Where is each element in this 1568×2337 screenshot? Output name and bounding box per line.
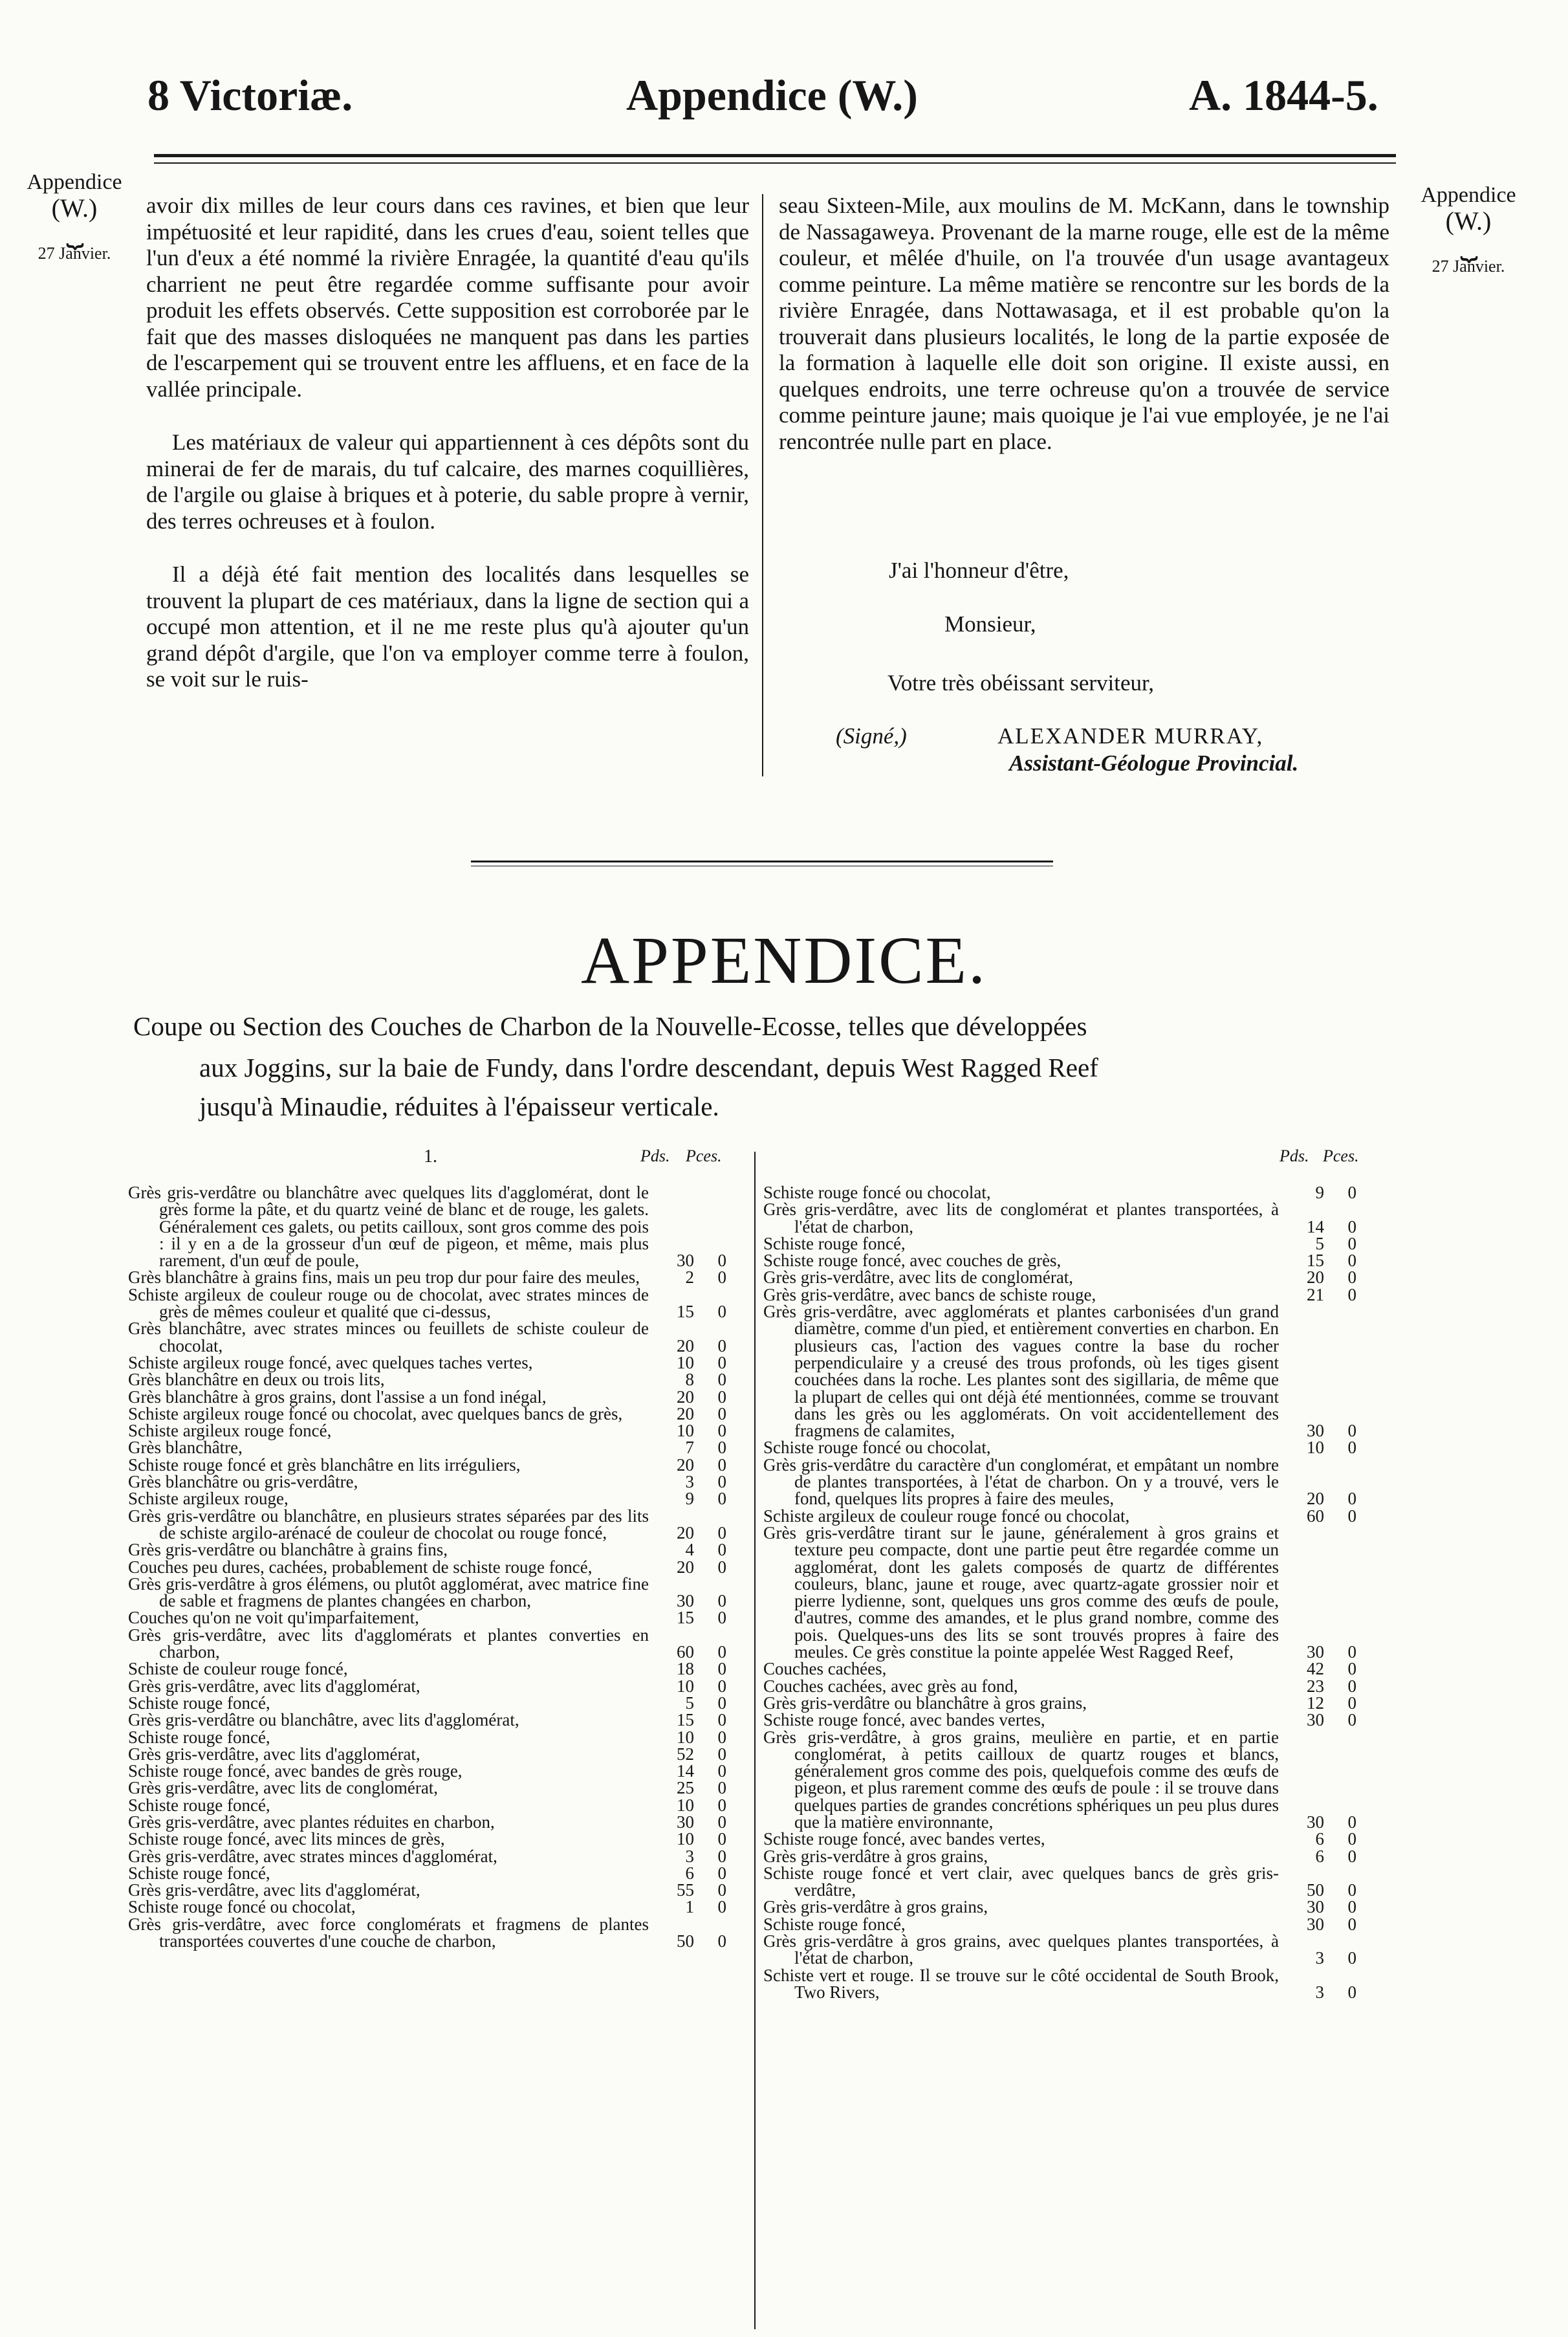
table-row bbox=[763, 1865, 1356, 1899]
stratum-description: Grès blanchâtre à grains fins, mais un peu trop dur pour faire des meules, bbox=[128, 1267, 640, 1288]
letter-left-column bbox=[146, 193, 749, 720]
stratum-description: Grès gris-verdâtre, avec lits de conglomérat, bbox=[128, 1778, 439, 1798]
table-row bbox=[763, 1524, 1356, 1660]
stratum-description: Grès gris-verdâtre, avec force conglomérats et fragmens de plantes transportées couvertes d'une couche de charbon, bbox=[128, 1914, 649, 1951]
table-row bbox=[763, 1184, 1356, 1201]
thickness-inches: 0 bbox=[717, 1744, 726, 1764]
table-row bbox=[128, 1848, 726, 1865]
stratum-description: Schiste rouge foncé, bbox=[128, 1795, 270, 1815]
thickness-feet: 10 bbox=[677, 1676, 694, 1696]
stratum-description: Grès gris-verdâtre, avec lits d'agglomérats et plantes converties en charbon, bbox=[128, 1625, 649, 1662]
stratum-description: Grès gris-verdâtre, avec bancs de schiste rouge, bbox=[763, 1284, 1096, 1304]
table-row bbox=[128, 1269, 726, 1286]
thickness-feet: 42 bbox=[1307, 1659, 1324, 1679]
thickness-inches: 0 bbox=[717, 1846, 726, 1866]
thickness-feet: 2 bbox=[685, 1267, 694, 1288]
table-row bbox=[763, 1235, 1356, 1252]
thickness-inches: 0 bbox=[717, 1421, 726, 1441]
table-row bbox=[128, 1371, 726, 1388]
thickness-feet: 25 bbox=[677, 1778, 694, 1798]
thickness-inches: 0 bbox=[717, 1267, 726, 1288]
stratum-description: Grès gris-verdâtre à gros grains, bbox=[763, 1846, 988, 1866]
table-row bbox=[763, 1916, 1356, 1933]
header-left: 8 Victoriæ. bbox=[147, 71, 353, 120]
header-right: A. 1844-5. bbox=[1189, 71, 1378, 120]
thickness-feet: 30 bbox=[1307, 1897, 1324, 1917]
table-row bbox=[128, 1916, 726, 1950]
margin-label: Appendice bbox=[1421, 183, 1516, 207]
stratum-description: Schiste rouge foncé ou chocolat, bbox=[763, 1438, 991, 1458]
stratum-description: Grès gris-verdâtre à gros élémens, ou plutôt agglomérat, avec matrice fine de sable et fragmens de plantes changées en charbon, bbox=[128, 1574, 649, 1611]
stratum-description: Schiste rouge foncé ou chocolat, bbox=[128, 1897, 356, 1917]
thickness-inches: 0 bbox=[717, 1403, 726, 1423]
thickness-inches: 0 bbox=[717, 1778, 726, 1798]
thickness-feet: 3 bbox=[685, 1472, 694, 1492]
table-row bbox=[763, 1252, 1356, 1269]
table-row bbox=[763, 1695, 1356, 1711]
thickness-feet: 15 bbox=[677, 1710, 694, 1730]
stratum-description: Grès gris-verdâtre, avec lits de conglomérat, bbox=[763, 1267, 1074, 1288]
stratum-description: Schiste de couleur rouge foncé, bbox=[128, 1659, 348, 1679]
stratum-description: Schiste vert et rouge. Il se trouve sur le côté occidental de South Brook, Two Rivers, bbox=[763, 1965, 1279, 2002]
thickness-feet: 20 bbox=[677, 1454, 694, 1475]
stratum-description: Schiste rouge foncé et grès blanchâtre en lits irréguliers, bbox=[128, 1454, 521, 1475]
stratum-description: Grès blanchâtre à gros grains, dont l'assise a un fond inégal, bbox=[128, 1387, 547, 1407]
thickness-feet: 50 bbox=[677, 1931, 694, 1951]
stratum-description: Couches qu'on ne voit qu'imparfaitement, bbox=[128, 1608, 419, 1628]
margin-note-left bbox=[13, 170, 136, 267]
thickness-inches: 0 bbox=[1347, 1642, 1356, 1662]
paragraph: avoir dix milles de leur cours dans ces ravines, et bien que leur impétuosité et leur rapidité, dans les crues d'eau, soient telles que l'un d'eux a été nommé la rivière Enragée, la quantité d'eau qu'ils charrient ne peut être regardée comme suffisante pour avoir produit les effets observés. Cette supposition est corroborée par le fait que des masses disloquées ne manquent pas dans les parties de l'escarpement qui se trouvent entre les affluens, et en face de la vallée principale. bbox=[146, 193, 749, 402]
thickness-feet: 10 bbox=[677, 1795, 694, 1815]
thickness-inches: 0 bbox=[1347, 1438, 1356, 1458]
table-row bbox=[763, 1269, 1356, 1286]
thickness-feet: 5 bbox=[1315, 1233, 1324, 1253]
thickness-feet: 10 bbox=[677, 1421, 694, 1441]
thickness-feet: 14 bbox=[677, 1761, 694, 1781]
thickness-feet: 20 bbox=[1307, 1267, 1324, 1288]
thickness-inches: 0 bbox=[717, 1251, 726, 1271]
table-row bbox=[128, 1541, 726, 1558]
table-row bbox=[128, 1439, 726, 1456]
table-row bbox=[128, 1422, 726, 1439]
appendix-subtitle-2: aux Joggins, sur la baie de Fundy, dans l'ordre descendant, depuis West Ragged Reef bbox=[199, 1053, 1098, 1082]
table-row bbox=[128, 1865, 726, 1882]
thickness-inches: 0 bbox=[717, 1795, 726, 1815]
table-section-number: 1. bbox=[424, 1147, 437, 1167]
thickness-feet: 7 bbox=[685, 1438, 694, 1458]
thickness-inches: 0 bbox=[717, 1863, 726, 1883]
table-row bbox=[128, 1354, 726, 1371]
thickness-feet: 30 bbox=[1307, 1421, 1324, 1441]
margin-letter: (W.) bbox=[51, 193, 98, 223]
thickness-feet: 20 bbox=[677, 1335, 694, 1355]
stratum-description: Schiste argileux de couleur rouge foncé ou chocolat, bbox=[763, 1506, 1130, 1526]
header-center: Appendice (W.) bbox=[626, 71, 918, 120]
stratum-description: Grès gris-verdâtre à gros grains, avec quelques plantes transportées, à l'état de charbon, bbox=[763, 1931, 1279, 1968]
thickness-feet: 52 bbox=[677, 1744, 694, 1764]
letter-right-column bbox=[779, 193, 1389, 482]
stratum-description: Grès blanchâtre en deux ou trois lits, bbox=[128, 1370, 385, 1390]
column-header-pds: Pds. bbox=[1279, 1147, 1309, 1165]
table-row bbox=[763, 1456, 1356, 1508]
table-row bbox=[128, 1456, 726, 1473]
table-row bbox=[128, 1660, 726, 1677]
column-header-pces: Pces. bbox=[1323, 1147, 1359, 1165]
stratum-description: Grès gris-verdâtre, à gros grains, meulière en partie, et en partie conglomérat, à petits cailloux de quartz rouges et blancs, généralement gros comme des pois, quelquefois comme des œufs de pigeon, et plus rarement comme des œufs de poule : il se trouve dans quelques parties de grandes concrétions sphériques un peu plus dures que la matière environnante, bbox=[763, 1727, 1279, 1832]
closing-line-3: Votre très obéissant serviteur, bbox=[887, 670, 1155, 696]
thickness-inches: 0 bbox=[717, 1540, 726, 1560]
thickness-inches: 0 bbox=[717, 1829, 726, 1849]
thickness-inches: 0 bbox=[717, 1335, 726, 1355]
thickness-feet: 20 bbox=[677, 1387, 694, 1407]
thickness-feet: 8 bbox=[685, 1370, 694, 1390]
thickness-feet: 20 bbox=[677, 1557, 694, 1577]
paragraph: Les matériaux de valeur qui appartiennent à ces dépôts sont du minerai de fer de marais, du tuf calcaire, des marnes coquillières, de l'argile ou glaise à briques et à poterie, du sable propre à vernir, des terres ochreuses et à foulon. bbox=[146, 430, 749, 534]
table-row bbox=[763, 1201, 1356, 1235]
table-row bbox=[128, 1729, 726, 1746]
brace-icon: ⏟ bbox=[1460, 227, 1477, 260]
table-row bbox=[763, 1933, 1356, 1967]
stratum-description: Schiste argileux rouge foncé, bbox=[128, 1421, 332, 1441]
stratum-description: Schiste rouge foncé, bbox=[128, 1863, 270, 1883]
thickness-inches: 0 bbox=[717, 1591, 726, 1611]
thickness-feet: 10 bbox=[1307, 1438, 1324, 1458]
thickness-feet: 10 bbox=[677, 1727, 694, 1747]
table-row bbox=[128, 1627, 726, 1661]
signatory-role: Assistant-Géologue Provincial. bbox=[1009, 751, 1299, 776]
table-row bbox=[128, 1830, 726, 1847]
table-row bbox=[763, 1967, 1356, 2001]
appendix-title: APPENDICE. bbox=[580, 923, 988, 998]
table-row bbox=[763, 1303, 1356, 1439]
thickness-inches: 0 bbox=[1347, 1284, 1356, 1304]
thickness-inches: 0 bbox=[717, 1897, 726, 1917]
thickness-feet: 15 bbox=[677, 1302, 694, 1322]
table-row bbox=[763, 1660, 1356, 1677]
table-row bbox=[763, 1439, 1356, 1456]
table-row bbox=[128, 1184, 726, 1269]
strata-table-right bbox=[763, 1184, 1356, 2001]
table-row bbox=[763, 1898, 1356, 1915]
table-row bbox=[128, 1388, 726, 1405]
stratum-description: Schiste rouge foncé, bbox=[128, 1727, 270, 1747]
table-row bbox=[763, 1711, 1356, 1728]
thickness-feet: 23 bbox=[1307, 1676, 1324, 1696]
stratum-description: Grès gris-verdâtre ou blanchâtre, en plusieurs strates séparées par des lits de schiste argilo-arénacé de couleur de chocolat ou rouge foncé, bbox=[128, 1506, 649, 1542]
closing-line-2: Monsieur, bbox=[944, 611, 1036, 637]
stratum-description: Schiste argileux rouge, bbox=[128, 1489, 289, 1509]
thickness-inches: 0 bbox=[1347, 1216, 1356, 1236]
thickness-inches: 0 bbox=[1347, 1693, 1356, 1713]
stratum-description: Grès gris-verdâtre ou blanchâtre à gros grains, bbox=[763, 1693, 1087, 1713]
thickness-inches: 0 bbox=[1347, 1948, 1356, 1968]
closing-line-1: J'ai l'honneur d'être, bbox=[889, 558, 1069, 583]
table-row bbox=[128, 1898, 726, 1915]
table-row bbox=[128, 1473, 726, 1490]
table-row bbox=[128, 1882, 726, 1898]
stratum-description: Grès gris-verdâtre ou blanchâtre à grains fins, bbox=[128, 1540, 448, 1560]
thickness-inches: 0 bbox=[1347, 1880, 1356, 1900]
table-row bbox=[128, 1678, 726, 1695]
column-divider bbox=[762, 194, 763, 776]
stratum-description: Grès gris-verdâtre, avec plantes réduites en charbon, bbox=[128, 1812, 495, 1832]
stratum-description: Grès blanchâtre, bbox=[128, 1438, 243, 1458]
signed-mark: (Signé,) bbox=[836, 723, 907, 749]
thickness-inches: 0 bbox=[1347, 1267, 1356, 1288]
table-row bbox=[128, 1746, 726, 1762]
brace-icon: ⏟ bbox=[66, 214, 83, 247]
table-row bbox=[128, 1508, 726, 1542]
thickness-inches: 0 bbox=[717, 1880, 726, 1900]
stratum-description: Schiste rouge foncé, avec couches de grès, bbox=[763, 1251, 1062, 1271]
thickness-feet: 1 bbox=[685, 1897, 694, 1917]
thickness-inches: 0 bbox=[1347, 1812, 1356, 1832]
thickness-inches: 0 bbox=[1347, 1710, 1356, 1730]
stratum-description: Grès gris-verdâtre du caractère d'un conglomérat, et empâtant un nombre de plantes transportées, à l'état de charbon. On y a trouvé, vers le fond, quelques lits propres à faire des meules, bbox=[763, 1454, 1279, 1509]
thickness-feet: 30 bbox=[1307, 1914, 1324, 1934]
thickness-feet: 21 bbox=[1307, 1284, 1324, 1304]
thickness-feet: 3 bbox=[1315, 1982, 1324, 2002]
thickness-inches: 0 bbox=[1347, 1506, 1356, 1526]
stratum-description: Grès gris-verdâtre tirant sur le jaune, généralement à gros grains et texture peu compacte, dont une partie peut être regardée comme un agglomérat, dont les galets composés de quartz de différentes couleurs, blanc, jaune et rouge, avec quartz-agate grossier noir et pierre lydienne, sont, quelques uns gros comme des œufs de poule, d'autres, comme des amandes, et le plus grand nombre, comme des pois. Quelques-uns des lits se sont trouvés propres à faire des meules. Ce grès constitue la pointe appelée West Ragged Reef, bbox=[763, 1522, 1279, 1662]
thickness-inches: 0 bbox=[717, 1454, 726, 1475]
stratum-description: Grès gris-verdâtre à gros grains, bbox=[763, 1897, 988, 1917]
stratum-description: Schiste rouge foncé, bbox=[128, 1693, 270, 1713]
thickness-inches: 0 bbox=[717, 1608, 726, 1628]
stratum-description: Schiste rouge foncé, avec bandes vertes, bbox=[763, 1710, 1045, 1730]
stratum-description: Schiste rouge foncé et vert clair, avec quelques bancs de grès gris-verdâtre, bbox=[763, 1863, 1279, 1900]
table-row bbox=[128, 1575, 726, 1610]
table-row bbox=[128, 1814, 726, 1830]
thickness-feet: 14 bbox=[1307, 1216, 1324, 1236]
stratum-description: Grès gris-verdâtre, avec lits d'agglomérat, bbox=[128, 1880, 420, 1900]
stratum-description: Grès gris-verdâtre, avec strates minces d'agglomérat, bbox=[128, 1846, 497, 1866]
thickness-inches: 0 bbox=[1347, 1914, 1356, 1934]
appendix-subtitle-1: Coupe ou Section des Couches de Charbon de la Nouvelle-Ecosse, telles que développées bbox=[133, 1011, 1087, 1041]
thickness-inches: 0 bbox=[717, 1557, 726, 1577]
thickness-inches: 0 bbox=[1347, 1251, 1356, 1271]
stratum-description: Grès gris-verdâtre, avec lits d'agglomérat, bbox=[128, 1676, 420, 1696]
thickness-inches: 0 bbox=[717, 1727, 726, 1747]
thickness-inches: 0 bbox=[1347, 1676, 1356, 1696]
table-row bbox=[128, 1405, 726, 1422]
thickness-inches: 0 bbox=[1347, 1846, 1356, 1866]
thickness-feet: 30 bbox=[1307, 1710, 1324, 1730]
thickness-inches: 0 bbox=[717, 1931, 726, 1951]
thickness-feet: 20 bbox=[677, 1522, 694, 1542]
table-divider bbox=[754, 1152, 756, 2329]
thickness-inches: 0 bbox=[717, 1472, 726, 1492]
table-row bbox=[763, 1508, 1356, 1524]
thickness-feet: 30 bbox=[1307, 1642, 1324, 1662]
stratum-description: Schiste argileux rouge foncé, avec quelques taches vertes, bbox=[128, 1352, 533, 1372]
paragraph: seau Sixteen-Mile, aux moulins de M. McKann, dans le township de Nassagaweya. Provenant de la marne rouge, elle est de la même couleur, et mêlée d'huile, on l'a trouvée d'un usage avantageux comme peinture. La même matière se rencontre sur les bords de la rivière Enragée, dans Nottawasaga, et il est probable qu'on la trouverait dans plusieurs localités, le long de la partie exposée de la formation à laquelle elle doit son origine. Il existe aussi, en quelques endroits, une terre ochreuse qu'on a trouvée de service comme peinture jaune; mais quoique je l'ai vue employée, je ne l'ai rencontrée nulle part en place. bbox=[779, 193, 1389, 454]
stratum-description: Schiste rouge foncé, avec bandes de grès rouge, bbox=[128, 1761, 463, 1781]
thickness-inches: 0 bbox=[717, 1302, 726, 1322]
thickness-feet: 10 bbox=[677, 1352, 694, 1372]
thickness-inches: 0 bbox=[1347, 1659, 1356, 1679]
thickness-inches: 0 bbox=[1347, 1421, 1356, 1441]
thickness-inches: 0 bbox=[1347, 1183, 1356, 1202]
table-row bbox=[128, 1609, 726, 1626]
thickness-feet: 30 bbox=[1307, 1812, 1324, 1832]
table-row bbox=[128, 1320, 726, 1354]
margin-label: Appendice bbox=[27, 170, 122, 194]
stratum-description: Couches cachées, bbox=[763, 1659, 887, 1679]
stratum-description: Schiste rouge foncé ou chocolat, bbox=[763, 1183, 991, 1202]
thickness-inches: 0 bbox=[717, 1676, 726, 1696]
thickness-inches: 0 bbox=[1347, 1233, 1356, 1253]
thickness-feet: 6 bbox=[685, 1863, 694, 1883]
appendix-subtitle-3: jusqu'à Minaudie, réduites à l'épaisseur verticale. bbox=[199, 1092, 719, 1121]
thickness-feet: 60 bbox=[1307, 1506, 1324, 1526]
thickness-feet: 60 bbox=[677, 1642, 694, 1662]
thickness-inches: 0 bbox=[717, 1659, 726, 1679]
stratum-description: Grès blanchâtre, avec strates minces ou feuillets de schiste couleur de chocolat, bbox=[128, 1319, 649, 1355]
margin-letter: (W.) bbox=[1445, 206, 1492, 236]
thickness-feet: 30 bbox=[677, 1251, 694, 1271]
table-row bbox=[763, 1286, 1356, 1303]
stratum-description: Schiste rouge foncé, avec bandes vertes, bbox=[763, 1829, 1045, 1849]
thickness-inches: 0 bbox=[1347, 1829, 1356, 1849]
margin-date: 27 Janvier. bbox=[38, 244, 111, 263]
column-header-pds: Pds. bbox=[640, 1147, 670, 1165]
thickness-feet: 9 bbox=[1315, 1183, 1324, 1202]
table-row bbox=[128, 1490, 726, 1507]
table-row bbox=[763, 1848, 1356, 1865]
stratum-description: Schiste rouge foncé, bbox=[763, 1914, 906, 1934]
thickness-inches: 0 bbox=[717, 1761, 726, 1781]
stratum-description: Grès gris-verdâtre ou blanchâtre avec quelques lits d'agglomérat, dont le grès forme la pâte, et du quartz veiné de blanc et de rouge, les galets. Généralement ces galets, ou petits cailloux, sont gros comme des pois : il y en a de la grosseur d'un œuf de pigeon, et même, mais plus rarement, d'un œuf de poule, bbox=[128, 1183, 649, 1271]
table-row bbox=[128, 1711, 726, 1728]
stratum-description: Grès blanchâtre ou gris-verdâtre, bbox=[128, 1472, 358, 1492]
stratum-description: Couches cachées, avec grès au fond, bbox=[763, 1676, 1018, 1696]
thickness-inches: 0 bbox=[717, 1812, 726, 1832]
thickness-feet: 12 bbox=[1307, 1693, 1324, 1713]
stratum-description: Grès gris-verdâtre, avec lits d'agglomérat, bbox=[128, 1744, 420, 1764]
thickness-feet: 15 bbox=[1307, 1251, 1324, 1271]
stratum-description: Schiste argileux de couleur rouge ou de chocolat, avec strates minces de grès de mêmes couleur et qualité que ci-dessus, bbox=[128, 1284, 649, 1322]
thickness-feet: 20 bbox=[1307, 1489, 1324, 1509]
thickness-feet: 5 bbox=[685, 1693, 694, 1713]
stratum-description: Grès gris-verdâtre, avec lits de conglomérat et plantes transportées, à l'état de charbon, bbox=[763, 1200, 1279, 1236]
stratum-description: Grès gris-verdâtre ou blanchâtre, avec lits d'agglomérat, bbox=[128, 1710, 519, 1730]
thickness-feet: 50 bbox=[1307, 1880, 1324, 1900]
thickness-inches: 0 bbox=[717, 1370, 726, 1390]
thickness-feet: 6 bbox=[1315, 1829, 1324, 1849]
table-row bbox=[763, 1729, 1356, 1831]
column-header-pces: Pces. bbox=[686, 1147, 722, 1165]
thickness-inches: 0 bbox=[717, 1438, 726, 1458]
thickness-feet: 30 bbox=[677, 1812, 694, 1832]
margin-date: 27 Janvier. bbox=[1432, 257, 1505, 276]
margin-note-right bbox=[1404, 182, 1533, 280]
table-row bbox=[128, 1695, 726, 1711]
thickness-feet: 20 bbox=[677, 1403, 694, 1423]
thickness-inches: 0 bbox=[717, 1710, 726, 1730]
thickness-inches: 0 bbox=[1347, 1982, 1356, 2002]
stratum-description: Schiste rouge foncé, avec lits minces de grès, bbox=[128, 1829, 445, 1849]
table-row bbox=[128, 1797, 726, 1814]
stratum-description: Schiste argileux rouge foncé ou chocolat, avec quelques bancs de grès, bbox=[128, 1403, 623, 1423]
table-row bbox=[128, 1762, 726, 1779]
thickness-inches: 0 bbox=[717, 1522, 726, 1542]
table-row bbox=[128, 1559, 726, 1575]
thickness-feet: 9 bbox=[685, 1489, 694, 1509]
thickness-feet: 4 bbox=[685, 1540, 694, 1560]
table-row bbox=[128, 1286, 726, 1321]
thickness-feet: 3 bbox=[685, 1846, 694, 1866]
stratum-description: Schiste rouge foncé, bbox=[763, 1233, 906, 1253]
stratum-description: Grès gris-verdâtre, avec agglomérats et plantes carbonisées d'un grand diamètre, comme d'un pied, et entièrement converties en charbon. En plusieurs cas, l'action des vagues contre la base du rocher perpendiculaire y a creusé des trous profonds, où les tiges gisent couchées dans la roche. Les plantes sont des sigillaria, de même que la plupart de celles qui ont déjà été mentionnées, comme se trouvant dans les grès ou les agglomérats. On voit accidentellement des fragmens de calamites, bbox=[763, 1302, 1279, 1441]
header-rule-thin bbox=[154, 162, 1396, 164]
strata-table-left bbox=[128, 1184, 726, 1949]
thickness-feet: 3 bbox=[1315, 1948, 1324, 1968]
thickness-feet: 6 bbox=[1315, 1846, 1324, 1866]
thickness-inches: 0 bbox=[1347, 1897, 1356, 1917]
section-separator bbox=[471, 861, 1053, 862]
header-rule-thick bbox=[154, 154, 1396, 157]
thickness-feet: 30 bbox=[677, 1591, 694, 1611]
table-row bbox=[128, 1779, 726, 1796]
thickness-inches: 0 bbox=[1347, 1489, 1356, 1509]
thickness-inches: 0 bbox=[717, 1352, 726, 1372]
thickness-feet: 15 bbox=[677, 1608, 694, 1628]
thickness-inches: 0 bbox=[717, 1642, 726, 1662]
table-row bbox=[763, 1678, 1356, 1695]
paragraph: Il a déjà été fait mention des localités dans lesquelles se trouvent la plupart de ces matériaux, dans la ligne de section qui a occupé mon attention, et il ne me reste plus qu'à ajouter qu'un grand dépôt d'argile, que l'on va employer comme terre à foulon, se voit sur le ruis- bbox=[146, 562, 749, 692]
stratum-description: Couches peu dures, cachées, probablement de schiste rouge foncé, bbox=[128, 1557, 593, 1577]
thickness-feet: 10 bbox=[677, 1829, 694, 1849]
signatory-name: ALEXANDER MURRAY, bbox=[997, 723, 1264, 749]
thickness-inches: 0 bbox=[717, 1387, 726, 1407]
thickness-feet: 55 bbox=[677, 1880, 694, 1900]
thickness-inches: 0 bbox=[717, 1489, 726, 1509]
thickness-feet: 18 bbox=[677, 1659, 694, 1679]
thickness-inches: 0 bbox=[717, 1693, 726, 1713]
table-row bbox=[763, 1830, 1356, 1847]
